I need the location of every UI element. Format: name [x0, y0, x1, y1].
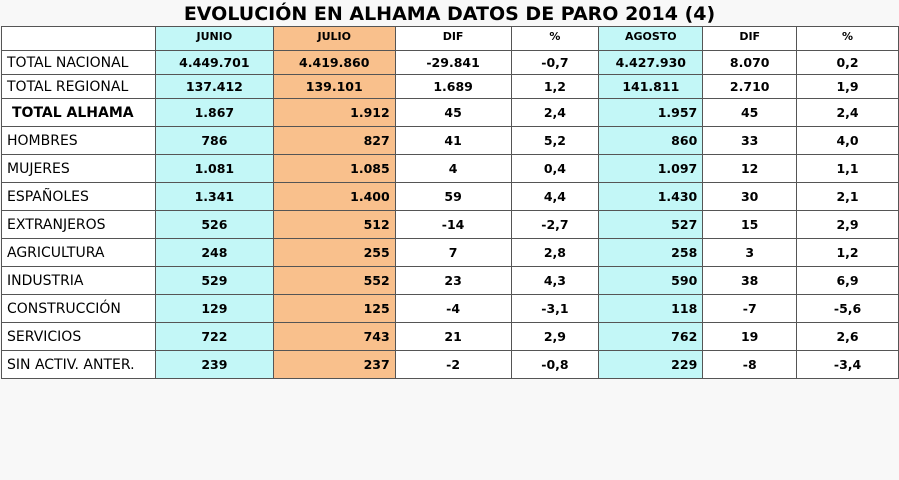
row-label: INDUSTRIA	[2, 267, 156, 295]
cell-pct-julio: 1,2	[511, 75, 599, 99]
cell-pct-julio: 0,4	[511, 155, 599, 183]
cell-agosto: 1.097	[599, 155, 703, 183]
cell-julio: 1.400	[273, 183, 395, 211]
header-cell-junio: JUNIO	[155, 27, 273, 51]
cell-junio: 786	[155, 127, 273, 155]
cell-pct-agosto: 6,9	[797, 267, 899, 295]
table-row	[2, 51, 899, 75]
cell-dif-agosto: 3	[703, 239, 797, 267]
cell-julio: 4.419.860	[273, 51, 395, 75]
cell-dif-julio: -14	[395, 211, 511, 239]
cell-agosto: 4.427.930	[599, 51, 703, 75]
cell-junio: 722	[155, 323, 273, 351]
cell-dif-julio: -2	[395, 351, 511, 379]
header-cell-julio: JULIO	[273, 27, 395, 51]
table-row	[2, 211, 899, 239]
table-row	[2, 239, 899, 267]
cell-agosto: 1.430	[599, 183, 703, 211]
cell-julio: 125	[273, 295, 395, 323]
table-title: EVOLUCIÓN EN ALHAMA DATOS DE PARO 2014 (4)	[183, 3, 716, 25]
row-label: MUJERES	[2, 155, 156, 183]
header-cell-pct-agosto: %	[797, 27, 899, 51]
table-row	[2, 99, 899, 127]
cell-julio: 1.085	[273, 155, 395, 183]
cell-junio: 1.867	[155, 99, 273, 127]
cell-junio: 129	[155, 295, 273, 323]
cell-dif-agosto: 45	[703, 99, 797, 127]
cell-pct-julio: 2,8	[511, 239, 599, 267]
cell-dif-julio: 21	[395, 323, 511, 351]
cell-pct-julio: 4,4	[511, 183, 599, 211]
cell-dif-agosto: 38	[703, 267, 797, 295]
cell-julio: 512	[273, 211, 395, 239]
cell-julio: 827	[273, 127, 395, 155]
cell-pct-julio: 5,2	[511, 127, 599, 155]
cell-pct-julio: 2,9	[511, 323, 599, 351]
header-cell-label	[2, 27, 156, 51]
header-cell-agosto: AGOSTO	[599, 27, 703, 51]
cell-dif-agosto: 12	[703, 155, 797, 183]
cell-agosto: 860	[599, 127, 703, 155]
row-label: EXTRANJEROS	[2, 211, 156, 239]
cell-junio: 529	[155, 267, 273, 295]
cell-junio: 248	[155, 239, 273, 267]
cell-dif-agosto: 19	[703, 323, 797, 351]
cell-dif-agosto: 30	[703, 183, 797, 211]
cell-pct-julio: -2,7	[511, 211, 599, 239]
cell-julio: 139.101	[273, 75, 395, 99]
cell-dif-agosto: 8.070	[703, 51, 797, 75]
header-row	[2, 27, 899, 51]
table-row	[2, 295, 899, 323]
cell-agosto: 141.811	[599, 75, 703, 99]
cell-pct-agosto: 1,1	[797, 155, 899, 183]
table-row	[2, 267, 899, 295]
table-row	[2, 351, 899, 379]
cell-pct-agosto: 1,2	[797, 239, 899, 267]
cell-dif-agosto: 33	[703, 127, 797, 155]
cell-pct-agosto: 2,1	[797, 183, 899, 211]
cell-dif-agosto: -7	[703, 295, 797, 323]
cell-junio: 4.449.701	[155, 51, 273, 75]
cell-dif-julio: 41	[395, 127, 511, 155]
cell-agosto: 590	[599, 267, 703, 295]
cell-agosto: 229	[599, 351, 703, 379]
cell-pct-julio: -0,8	[511, 351, 599, 379]
row-label: ESPAÑOLES	[2, 183, 156, 211]
row-label: CONSTRUCCIÓN	[2, 295, 156, 323]
cell-pct-agosto: 2,6	[797, 323, 899, 351]
cell-dif-agosto: -8	[703, 351, 797, 379]
cell-dif-julio: 4	[395, 155, 511, 183]
row-label: TOTAL REGIONAL	[2, 75, 156, 99]
cell-dif-julio: 1.689	[395, 75, 511, 99]
cell-junio: 1.081	[155, 155, 273, 183]
cell-pct-julio: 2,4	[511, 99, 599, 127]
cell-agosto: 527	[599, 211, 703, 239]
cell-dif-agosto: 15	[703, 211, 797, 239]
row-label: AGRICULTURA	[2, 239, 156, 267]
header-cell-dif-agosto: DIF	[703, 27, 797, 51]
cell-julio: 1.912	[273, 99, 395, 127]
cell-pct-agosto: 2,9	[797, 211, 899, 239]
table-row	[2, 323, 899, 351]
table-row	[2, 155, 899, 183]
cell-pct-julio: -0,7	[511, 51, 599, 75]
row-label: HOMBRES	[2, 127, 156, 155]
cell-julio: 743	[273, 323, 395, 351]
cell-dif-julio: 23	[395, 267, 511, 295]
cell-junio: 137.412	[155, 75, 273, 99]
table-row	[2, 75, 899, 99]
cell-julio: 237	[273, 351, 395, 379]
cell-pct-agosto: -5,6	[797, 295, 899, 323]
cell-julio: 255	[273, 239, 395, 267]
row-label: SIN ACTIV. ANTER.	[2, 351, 156, 379]
cell-pct-julio: 4,3	[511, 267, 599, 295]
cell-julio: 552	[273, 267, 395, 295]
cell-dif-julio: -29.841	[395, 51, 511, 75]
cell-pct-agosto: 0,2	[797, 51, 899, 75]
row-label: SERVICIOS	[2, 323, 156, 351]
cell-pct-julio: -3,1	[511, 295, 599, 323]
cell-pct-agosto: -3,4	[797, 351, 899, 379]
cell-junio: 526	[155, 211, 273, 239]
cell-junio: 239	[155, 351, 273, 379]
cell-agosto: 1.957	[599, 99, 703, 127]
cell-pct-agosto: 4,0	[797, 127, 899, 155]
row-label: TOTAL ALHAMA	[2, 99, 156, 127]
cell-agosto: 118	[599, 295, 703, 323]
cell-dif-julio: -4	[395, 295, 511, 323]
cell-dif-julio: 45	[395, 99, 511, 127]
cell-pct-agosto: 1,9	[797, 75, 899, 99]
cell-dif-julio: 59	[395, 183, 511, 211]
cell-agosto: 762	[599, 323, 703, 351]
row-label: TOTAL NACIONAL	[2, 51, 156, 75]
header-cell-pct-julio: %	[511, 27, 599, 51]
table-row	[2, 127, 899, 155]
cell-junio: 1.341	[155, 183, 273, 211]
unemployment-table	[1, 26, 899, 379]
cell-pct-agosto: 2,4	[797, 99, 899, 127]
cell-agosto: 258	[599, 239, 703, 267]
cell-dif-agosto: 2.710	[703, 75, 797, 99]
header-cell-dif-julio: DIF	[395, 27, 511, 51]
cell-dif-julio: 7	[395, 239, 511, 267]
table-row	[2, 183, 899, 211]
